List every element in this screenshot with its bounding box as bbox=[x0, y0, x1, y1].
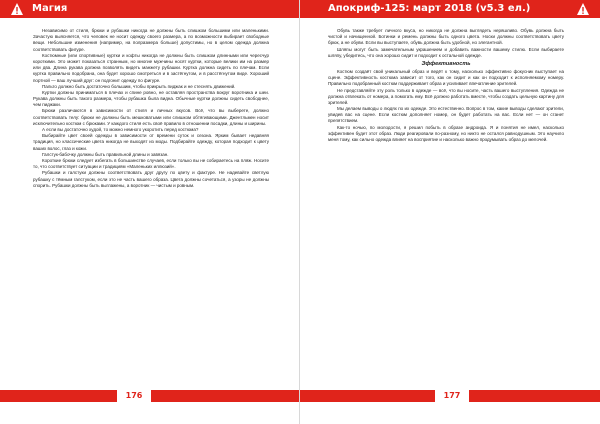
paragraph: Брюки различаются в зависимости от стиля и личных вкусов. Всё, что вы выберете, должно соответствовать телу: брюки не должны быть мешковатыми или слишком обтягивающими. Джентльмен носит исключительно костюм с брюками. У каждого стиля есть своё правило в отношении посадки, длины и ширины. bbox=[33, 108, 269, 126]
left-header-bar bbox=[0, 0, 300, 18]
left-text-column bbox=[33, 28, 269, 189]
paragraph: А если вы достаточно худой, то можно немного укоротить перед костюма? bbox=[42, 127, 199, 132]
paragraph: Как-то ночью, по молодости, я решил побыть в образе андроида. Я и понятия не имел, насколько эффективен будет этот образ. Люди реагировали по-разному, но никто не остался равнодушным. Это научило меня тому, как сильно одежда влияет на восприятие и насколько важно продумывать образ до мелочей. bbox=[328, 124, 564, 142]
right-header-bar bbox=[300, 0, 600, 18]
paragraph: Независимо от стиля, брюки и рубашки никогда не должны быть слишком большими или маленькими. Зачастую выясняется, что человек не носит одежду своего размера, а по возможности выбирает свободные вещи. Небольшие изменения (например, на полразмера больше) допустимы, но в целом одежда должна соответствовать фигуре. bbox=[33, 28, 269, 52]
right-footer-bar bbox=[300, 390, 600, 402]
paragraph: Пальто должно быть достаточно большим, чтобы прикрыть пиджак и не стеснять движений. bbox=[42, 83, 236, 89]
right-text-column bbox=[328, 28, 564, 143]
paragraph: Рубашки и галстуки должны соответствовать друг другу по цвету и фактуре. Не надевайте светлую рубашку с тёмным галстуком, если это не часть вашего образа. Цвета должны сочетаться, а узоры не должны спорить. Рубашки должны быть выглажены, а воротник — чистым и ровным. bbox=[33, 170, 269, 188]
right-page bbox=[300, 0, 600, 424]
warning-triangle-icon bbox=[10, 2, 24, 16]
left-header-title: Магия bbox=[32, 3, 68, 14]
paragraph: Костюм создаёт свой уникальный образ и ведёт к тому, насколько эффективно фокусник выступает на сцене. Эффективность костюма зависит от того, как он сидит и как он подходит к исполняемому номеру. Правильно подобранный костюм поддерживает образ и усиливает впечатление зрителей. bbox=[328, 68, 564, 87]
page-number-right: 177 bbox=[435, 390, 469, 402]
page-number-left: 176 bbox=[117, 390, 151, 402]
paragraph: Не представляйте эту роль только в одежде — всё, что вы носите, часть вашего выступления. Одежда не должна отвлекать от номера, а помогать ему. Всё должно работать вместе, чтобы создать цельную картину для зрителей. bbox=[328, 87, 564, 105]
paragraph: Короткие брюки следует избегать в большинстве случаев, если только вы не собираетесь на пляж. Носите то, что соответствует ситуации и традициям «Маленьких иллюзий». bbox=[33, 157, 269, 170]
section-heading: Эффективность bbox=[421, 60, 471, 67]
warning-triangle-icon bbox=[576, 2, 590, 16]
paragraph: Галстук-бабочку должны быть правильной длины и завязан. bbox=[42, 151, 169, 157]
paragraph: Обувь также требует личного вкуса, но никогда не должна выглядеть неряшливо. Обувь должна быть чистой и начищенной. Ботинки и ремень должны быть одного цвета. Носки должны соответствовать цвету брюк, а не обуви. Если вы выступаете, обувь должна быть удобной, но элегантной. bbox=[328, 28, 564, 46]
right-header-title: Апокриф-125: март 2018 (v5.3 ел.) bbox=[328, 3, 531, 14]
paragraph: Костюмные (или спортивные) куртки и кофты никогда не должны быть слишком длинными или чересчур короткими. Это может показаться странным, но многие мужчины носят куртки, которые велики им на размер или два. Длина рукава должна позволять видеть манжету рубашки. Куртка должна сидеть по плечам. Если куртка правильно подобрана, она будет хорошо смотреться и в застёгнутом, и в расстёгнутом виде. Хороший портной — ваш лучший друг: он подгонит одежду по фигуре. bbox=[33, 52, 269, 83]
paragraph: Куртки должны приниматься в плечах и спине ровно, не оставляя пространства вокруг воротника и шеи. Рукава должны быть такого размера, чтобы рубашка была видна. Обычные куртки должны сидеть свободнее, чем пиджаки. bbox=[33, 89, 269, 108]
paragraph: Мы делаем выводы о людях по их одежде. Это естественно. Вопрос в том, какие выводы сделают зрители, увидев вас на сцене. Если костюм дополняет номер, он будет работать на вас. Если нет — он станет препятствием. bbox=[328, 106, 564, 124]
paragraph: Шляпы могут быть замечательным украшением и добавить важности вашему стилю. Если выбираете шляпу, убедитесь, что она хорошо сидит и подходит к остальной одежде. bbox=[328, 46, 564, 58]
paragraph: Выбирайте цвет своей одежды в зависимости от времени суток и сезона. Ярким бывает недавняя традиция, но классические цвета никогда не выходят из моды. Подбирайте одежду, которая подходит к цвету ваших волос, глаз и кожи. bbox=[33, 133, 269, 151]
left-footer-bar bbox=[0, 390, 300, 402]
